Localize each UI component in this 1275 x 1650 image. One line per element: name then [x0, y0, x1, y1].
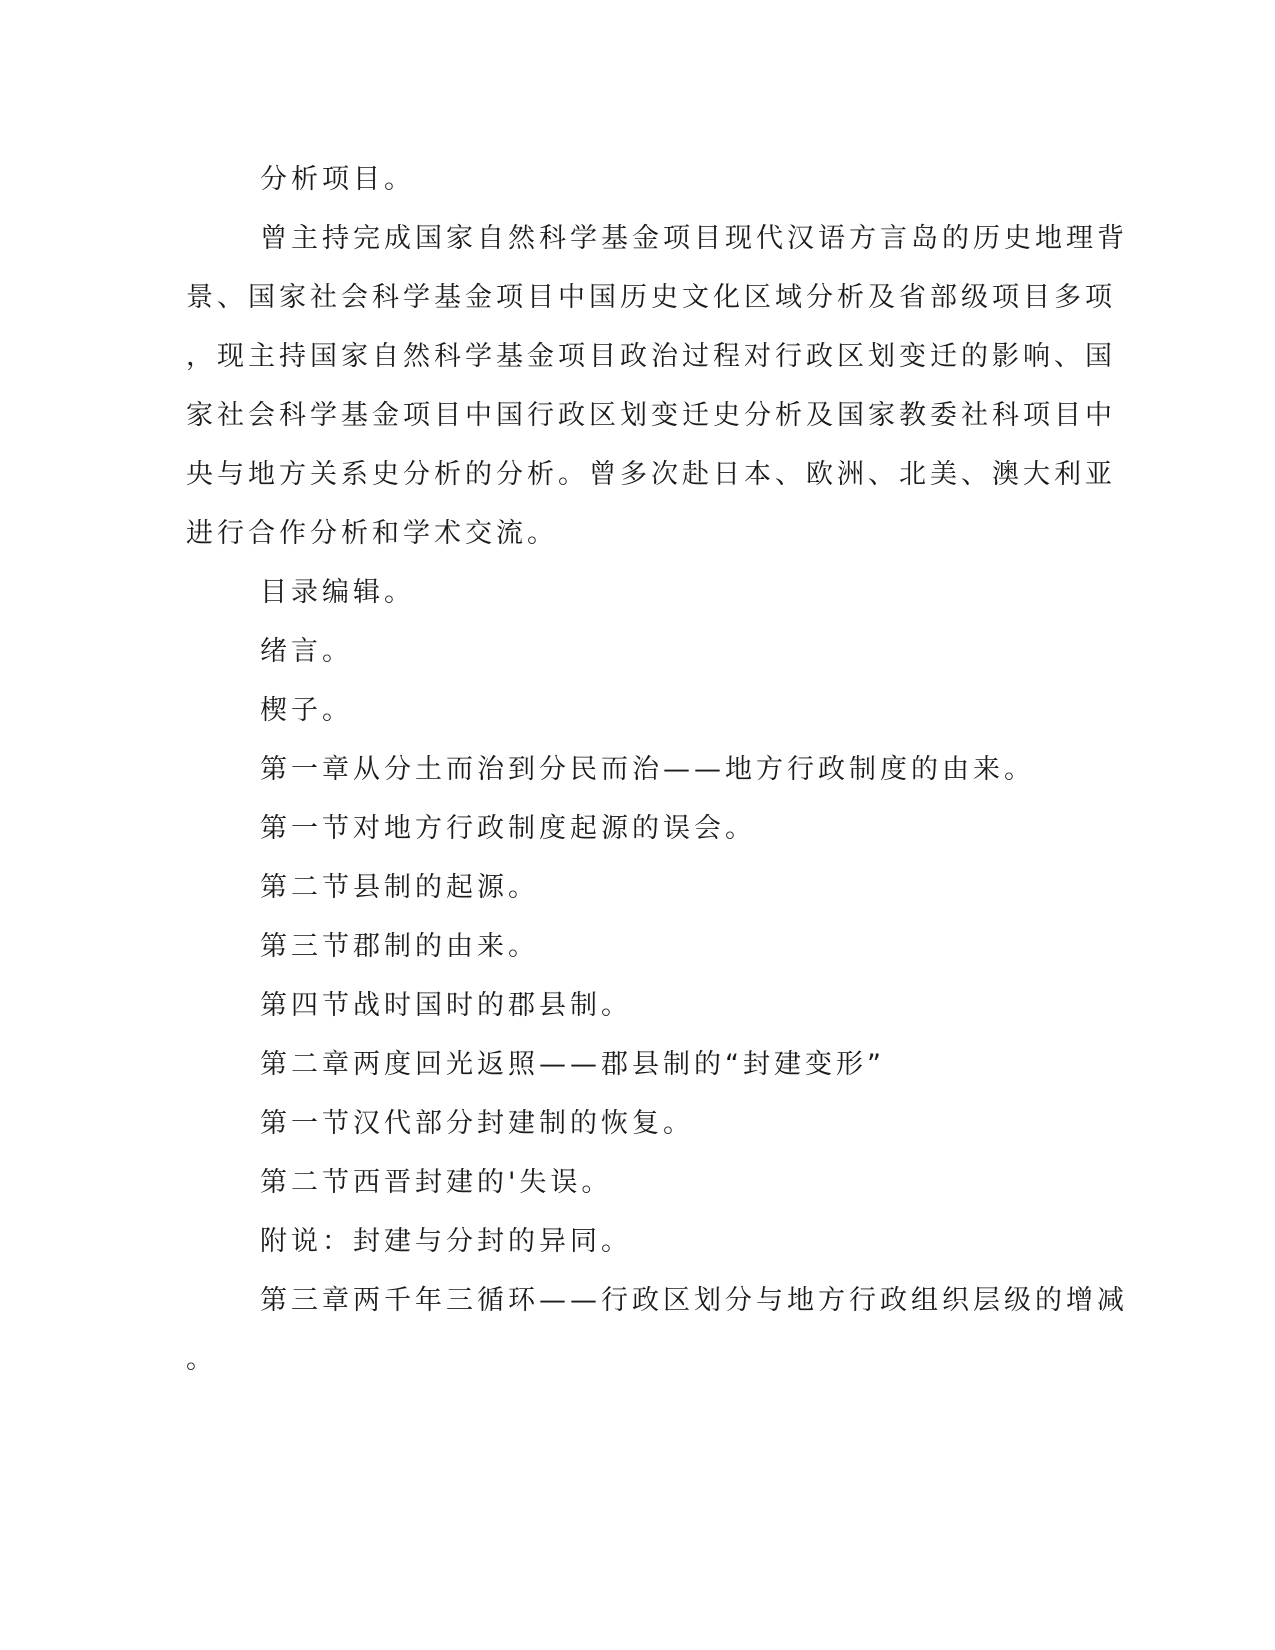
toc-chapter: 第二章两度回光返照——郡县制的“封建变形” — [260, 1049, 885, 1080]
paragraph-line: 景、国家社会科学基金项目中国历史文化区域分析及省部级项目多项 — [186, 282, 1116, 313]
paragraph-line: 分析项目。 — [260, 164, 415, 195]
paragraph-line: 央与地方关系史分析的分析。曾多次赴日本、欧洲、北美、澳大利亚 — [186, 459, 1116, 490]
toc-item: 附说：封建与分封的异同。 — [260, 1226, 632, 1257]
toc-section: 第四节战时国时的郡县制。 — [260, 990, 632, 1021]
paragraph-line: 进行合作分析和学术交流。 — [186, 518, 558, 549]
toc-section: 第一节对地方行政制度起源的误会。 — [260, 813, 756, 844]
paragraph-line: 家社会科学基金项目中国行政区划变迁史分析及国家教委社科项目中 — [186, 400, 1116, 431]
toc-heading: 目录编辑。 — [260, 577, 415, 608]
toc-chapter: 第三章两千年三循环——行政区划分与地方行政组织层级的增减 — [260, 1285, 1128, 1316]
toc-chapter: 第一章从分土而治到分民而治——地方行政制度的由来。 — [260, 754, 1035, 785]
paragraph-line: ，现主持国家自然科学基金项目政治过程对行政区划变迁的影响、国 — [186, 341, 1116, 372]
toc-item: 楔子。 — [260, 695, 353, 726]
toc-section: 第二节县制的起源。 — [260, 872, 539, 903]
toc-section: 第一节汉代部分封建制的恢复。 — [260, 1108, 694, 1139]
toc-section: 第二节西晋封建的'失误。 — [260, 1167, 613, 1198]
toc-item: 绪言。 — [260, 636, 353, 667]
paragraph-line: 曾主持完成国家自然科学基金项目现代汉语方言岛的历史地理背 — [260, 223, 1128, 254]
toc-section: 第三节郡制的由来。 — [260, 931, 539, 962]
toc-chapter-continuation: 。 — [186, 1344, 217, 1375]
